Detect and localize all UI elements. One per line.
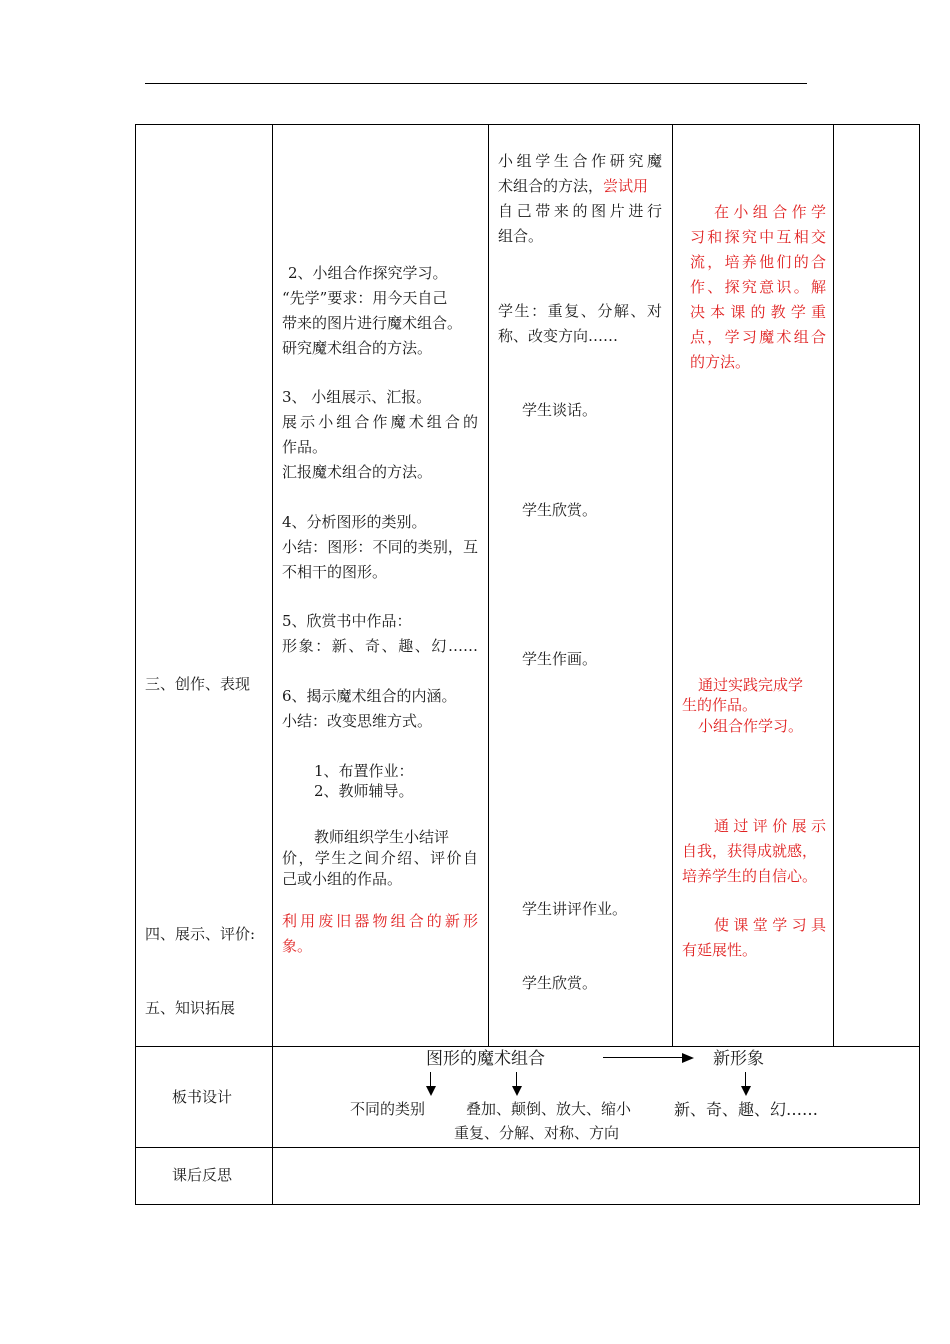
student-line: 组合。 xyxy=(498,227,544,245)
intent-line: 自我，获得成就感， xyxy=(682,842,818,860)
col-line-3 xyxy=(672,124,673,1046)
intent-line: 使课堂学习具 xyxy=(714,916,826,934)
student-line: 学生欣赏。 xyxy=(522,974,598,992)
student-line: 学生讲评作业。 xyxy=(522,900,628,918)
intent-line: 点，学习魔术组合 xyxy=(690,328,826,346)
teacher-line: 带来的图片进行魔术组合。 xyxy=(282,314,463,332)
teacher-line: 不相干的图形。 xyxy=(282,563,388,581)
intent-line: 通过实践完成学 xyxy=(698,676,804,694)
teacher-line: 汇报魔术组合的方法。 xyxy=(282,463,433,481)
teacher-line: 5、欣赏书中作品： xyxy=(282,612,412,630)
student-text-red: 尝试用 xyxy=(603,177,649,195)
teacher-line: 小结：图形：不同的类别，互 xyxy=(282,538,478,556)
teacher-line: 6、揭示魔术组合的内涵。 xyxy=(282,687,457,705)
teacher-line-red: 象。 xyxy=(282,937,313,955)
teacher-line: 3、 小组展示、汇报。 xyxy=(282,388,432,406)
teacher-line: 小结：改变思维方式。 xyxy=(282,712,433,730)
col-line-2 xyxy=(488,124,489,1046)
teacher-line: 展示小组合作魔术组合的 xyxy=(282,413,478,431)
student-line xyxy=(498,174,648,199)
teacher-line: 形象：新、奇、趣、幻…… xyxy=(282,637,478,655)
arrow-down-icon xyxy=(426,1086,436,1096)
teacher-line: 2、教师辅导。 xyxy=(314,782,414,800)
teacher-line: 教师组织学生小结评 xyxy=(314,828,450,846)
student-line: 小组学生合作研究魔 xyxy=(498,152,662,170)
teacher-line: “先学”要求：用今天自己 xyxy=(282,289,448,307)
student-line: 学生谈话。 xyxy=(522,401,598,419)
teacher-line-red: 利用废旧器物组合的新形 xyxy=(282,912,478,930)
intent-line: 培养学生的自信心。 xyxy=(682,867,818,885)
student-line: 学生欣赏。 xyxy=(522,501,598,519)
board-label: 板书设计 xyxy=(172,1088,233,1106)
header-rule xyxy=(145,83,807,84)
teacher-line: 2、小组合作探究学习。 xyxy=(288,264,448,282)
board-branch-images: 新、奇、趣、幻…… xyxy=(674,1100,819,1119)
board-result: 新形象 xyxy=(713,1049,764,1069)
teacher-line: 作品。 xyxy=(282,438,328,456)
arrow-down-line xyxy=(430,1072,431,1087)
stage-create: 三、创作、表现 xyxy=(145,675,251,693)
intent-line: 在小组合作学 xyxy=(714,203,826,221)
arrow-right-line xyxy=(603,1057,683,1058)
teacher-line: 研究魔术组合的方法。 xyxy=(282,339,433,357)
student-line: 自己带来的图片进行 xyxy=(498,202,662,220)
board-branch-categories: 不同的类别 xyxy=(350,1100,426,1118)
row-line-reflection xyxy=(135,1147,920,1148)
teacher-line: 4、分析图形的类别。 xyxy=(282,513,427,531)
intent-line: 生的作品。 xyxy=(682,696,758,714)
arrow-down-icon xyxy=(741,1086,751,1096)
intent-line: 习和探究中互相交 xyxy=(690,228,826,246)
intent-line: 作、探究意识。解 xyxy=(690,278,826,296)
student-line: 学生作画。 xyxy=(522,650,598,668)
intent-line: 决本课的教学重 xyxy=(690,303,826,321)
stage-show: 四、展示、评价: xyxy=(145,925,256,943)
intent-line: 流，培养他们的合 xyxy=(690,253,826,271)
teacher-line: 1、布置作业： xyxy=(314,762,414,780)
reflection-label: 课后反思 xyxy=(172,1166,233,1184)
board-branch-methods: 叠加、颠倒、放大、缩小 xyxy=(466,1100,632,1118)
intent-line: 小组合作学习。 xyxy=(698,717,804,735)
arrow-right-icon xyxy=(682,1053,694,1063)
arrow-down-line xyxy=(745,1072,746,1087)
intent-line: 有延展性。 xyxy=(682,941,758,959)
col-line-4 xyxy=(833,124,834,1046)
teacher-line: 己或小组的作品。 xyxy=(282,870,403,888)
stage-extend: 五、知识拓展 xyxy=(145,999,236,1017)
board-branch-methods-2: 重复、分解、对称、方向 xyxy=(454,1124,620,1142)
student-text: 术组合的方法， xyxy=(498,177,604,195)
intent-line: 通过评价展示 xyxy=(714,817,826,835)
intent-line: 的方法。 xyxy=(690,353,751,371)
board-title: 图形的魔术组合 xyxy=(426,1049,545,1069)
arrow-down-icon xyxy=(512,1086,522,1096)
teacher-line: 价，学生之间介绍、评价自 xyxy=(282,849,478,867)
student-line: 学生：重复、分解、对 xyxy=(498,302,662,320)
col-line-1 xyxy=(272,124,273,1205)
arrow-down-line xyxy=(516,1072,517,1087)
student-line: 称、改变方向…… xyxy=(498,327,619,345)
